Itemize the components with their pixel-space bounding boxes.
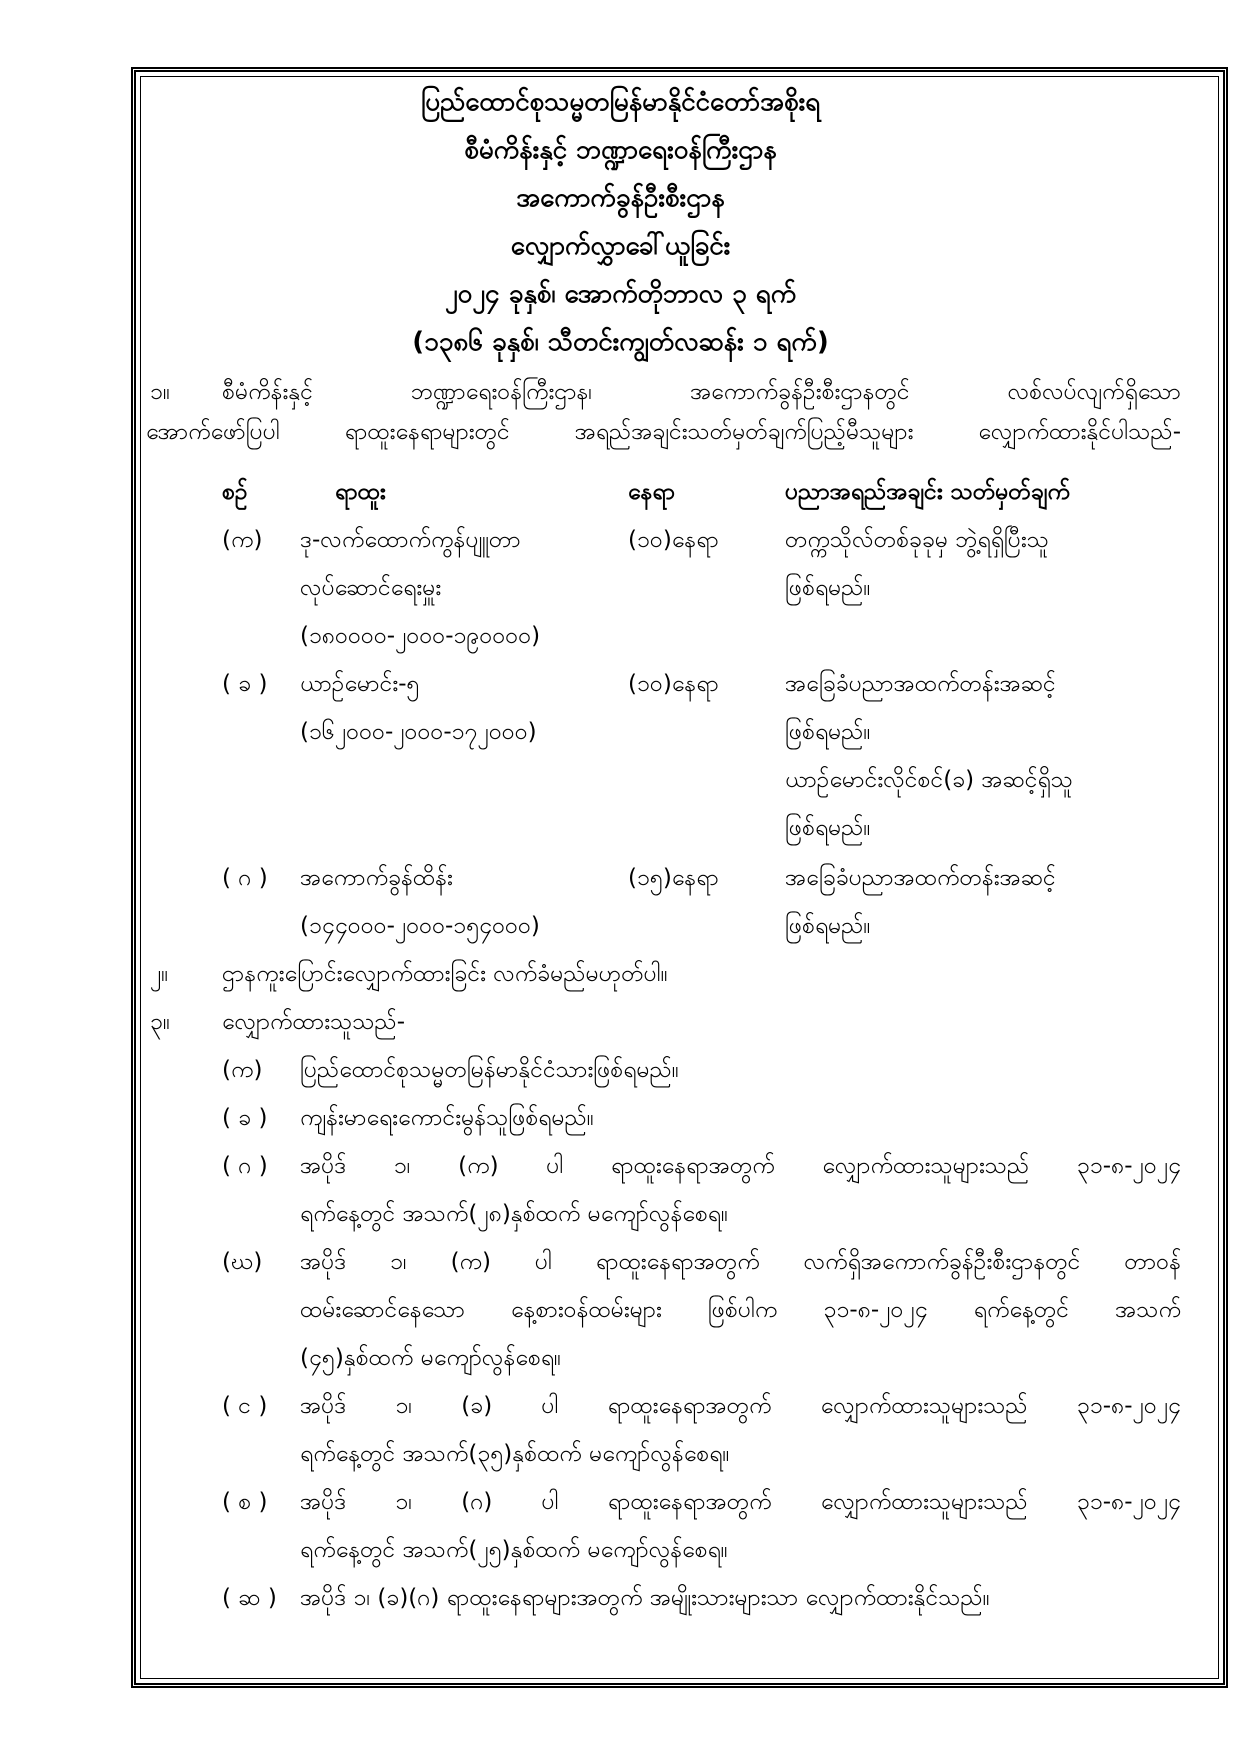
row-qualification: အခြေခံပညာအထက်တန်းအဆင့် xyxy=(785,865,1056,891)
item-text: အပိုဒ် ၁၊ (ခ) ပါ ရာထူးနေရာအတွက် လျှောက်ထားသူများသည် ၃၁-၈-၂၀၂၄ xyxy=(300,1393,1181,1419)
item-text: ကျန်းမာရေးကောင်းမွန်သူဖြစ်ရမည်။ xyxy=(300,1105,594,1131)
item-label: (ဃ) xyxy=(222,1249,263,1275)
para-title: လျှောက်ထားသူသည်- xyxy=(222,1009,406,1035)
item-text: ရက်နေ့တွင် အသက်(၂၈)နှစ်ထက် မကျော်လွန်စေရ။ xyxy=(300,1201,728,1227)
row-vacancies: (၁၅)နေရာ xyxy=(628,865,719,891)
col-header-position: ရာထူး xyxy=(335,479,386,505)
row-salary-scale: (၁၆၂၀၀၀-၂၀၀၀-၁၇၂၀၀၀) xyxy=(300,719,537,745)
item-text: ထမ်းဆောင်နေသော နေ့စားဝန်ထမ်းများ ဖြစ်ပါက ၃၁-၈-၂၀၂၄ ရက်နေ့တွင် အသက် xyxy=(300,1297,1181,1323)
row-salary-scale: (၁၄၄၀၀၀-၂၀၀၀-၁၅၄၀၀၀) xyxy=(300,913,540,939)
item-label: ( ဆ ) xyxy=(222,1585,277,1611)
item-label: (က) xyxy=(222,1057,263,1083)
row-position: လုပ်ဆောင်ရေးမှူး xyxy=(300,575,442,601)
item-label: ( င ) xyxy=(222,1393,268,1419)
item-text: ရက်နေ့တွင် အသက်(၂၅)နှစ်ထက် မကျော်လွန်စေရ။ xyxy=(300,1537,728,1563)
item-text: အပိုဒ် ၁၊ (က) ပါ ရာထူးနေရာအတွက် လက်ရှိအကောက်ခွန်ဦးစီးဌာနတွင် တာဝန် xyxy=(300,1249,1181,1275)
row-qualification: အခြေခံပညာအထက်တန်းအဆင့် xyxy=(785,671,1056,697)
col-header-serial: စဉ် xyxy=(222,479,248,505)
row-qualification: ဖြစ်ရမည်။ xyxy=(785,719,871,745)
row-serial: (က) xyxy=(222,527,263,553)
notice-date-myanmar: (၁၃၈၆ ခုနှစ်၊ သီတင်းကျွတ်လဆန်း ၁ ရက်) xyxy=(412,327,829,357)
para-number: ၁။ xyxy=(150,379,170,405)
department-name: အကောက်ခွန်ဦးစီးဌာန xyxy=(516,183,725,213)
row-vacancies: (၁၀)နေရာ xyxy=(628,527,719,553)
row-vacancies: (၁၀)နေရာ xyxy=(628,671,719,697)
ministry-government-title: ပြည်ထောင်စုသမ္မတမြန်မာနိုင်ငံတော်အစိုးရ xyxy=(420,87,821,117)
row-serial: ( ခ ) xyxy=(222,671,268,697)
item-text: (၄၅)နှစ်ထက် မကျော်လွန်စေရ။ xyxy=(300,1345,561,1371)
item-label: ( ခ ) xyxy=(222,1105,268,1131)
row-salary-scale: (၁၈၀၀၀၀-၂၀၀၀-၁၉၀၀၀၀) xyxy=(300,623,541,649)
notice-date: ၂၀၂၄ ခုနှစ်၊ အောက်တိုဘာလ ၃ ရက် xyxy=(444,279,797,309)
row-qualification: ဖြစ်ရမည်။ xyxy=(785,913,871,939)
row-position: ဒု-လက်ထောက်ကွန်ပျူတာ xyxy=(300,527,521,553)
item-text: ရက်နေ့တွင် အသက်(၃၅)နှစ်ထက် မကျော်လွန်စေရ။ xyxy=(300,1441,730,1467)
item-text: အပိုဒ် ၁၊ (ခ)(ဂ) ရာထူးနေရာများအတွက် အမျိုးသားများသာ လျှောက်ထားနိုင်သည်။ xyxy=(300,1585,990,1611)
ministry-name: စီမံကိန်းနှင့် ဘဏ္ဍာရေးဝန်ကြီးဌာန xyxy=(464,135,777,165)
col-header-qualification: ပညာအရည်အချင်း သတ်မှတ်ချက် xyxy=(785,479,1070,505)
row-position: ယာဉ်မောင်း-၅ xyxy=(300,671,420,697)
intro-line: အောက်ဖော်ပြပါ ရာထူးနေရာများတွင် အရည်အချင်းသတ်မှတ်ချက်ပြည့်မီသူများ လျှောက်ထားနိုင်ပါသည်- xyxy=(146,419,1181,445)
item-label: ( စ ) xyxy=(222,1489,268,1515)
item-text: ပြည်ထောင်စုသမ္မတမြန်မာနိုင်ငံသားဖြစ်ရမည်။ xyxy=(300,1057,679,1083)
row-serial: ( ဂ ) xyxy=(222,865,268,891)
row-qualification: ဖြစ်ရမည်။ xyxy=(785,815,871,841)
item-text: အပိုဒ် ၁၊ (က) ပါ ရာထူးနေရာအတွက် လျှောက်ထားသူများသည် ၃၁-၈-၂၀၂၄ xyxy=(300,1153,1181,1179)
row-position: အကောက်ခွန်ထိန်း xyxy=(300,865,453,891)
para-text: ဌာနကူးပြောင်းလျှောက်ထားခြင်း လက်ခံမည်မဟုတ်ပါ။ xyxy=(222,961,668,987)
item-label: ( ဂ ) xyxy=(222,1153,268,1179)
col-header-vacancies: နေရာ xyxy=(628,479,676,505)
row-qualification: တက္ကသိုလ်တစ်ခုခုမှ ဘွဲ့ရရှိပြီးသူ xyxy=(785,527,1049,553)
intro-line: စီမံကိန်းနှင့် ဘဏ္ဍာရေးဝန်ကြီးဌာန၊ အကောက်ခွန်ဦးစီးဌာနတွင် လစ်လပ်လျက်ရှိသော xyxy=(222,379,1181,405)
row-qualification: ယာဉ်မောင်းလိုင်စင်(ခ) အဆင့်ရှိသူ xyxy=(785,767,1073,793)
item-text: အပိုဒ် ၁၊ (ဂ) ပါ ရာထူးနေရာအတွက် လျှောက်ထားသူများသည် ၃၁-၈-၂၀၂၄ xyxy=(300,1489,1181,1515)
para-number: ၂။ xyxy=(150,961,169,987)
notice-title: လျှောက်လွှာခေါ်ယူခြင်း xyxy=(510,231,731,261)
para-number: ၃။ xyxy=(150,1009,170,1035)
row-qualification: ဖြစ်ရမည်။ xyxy=(785,575,871,601)
